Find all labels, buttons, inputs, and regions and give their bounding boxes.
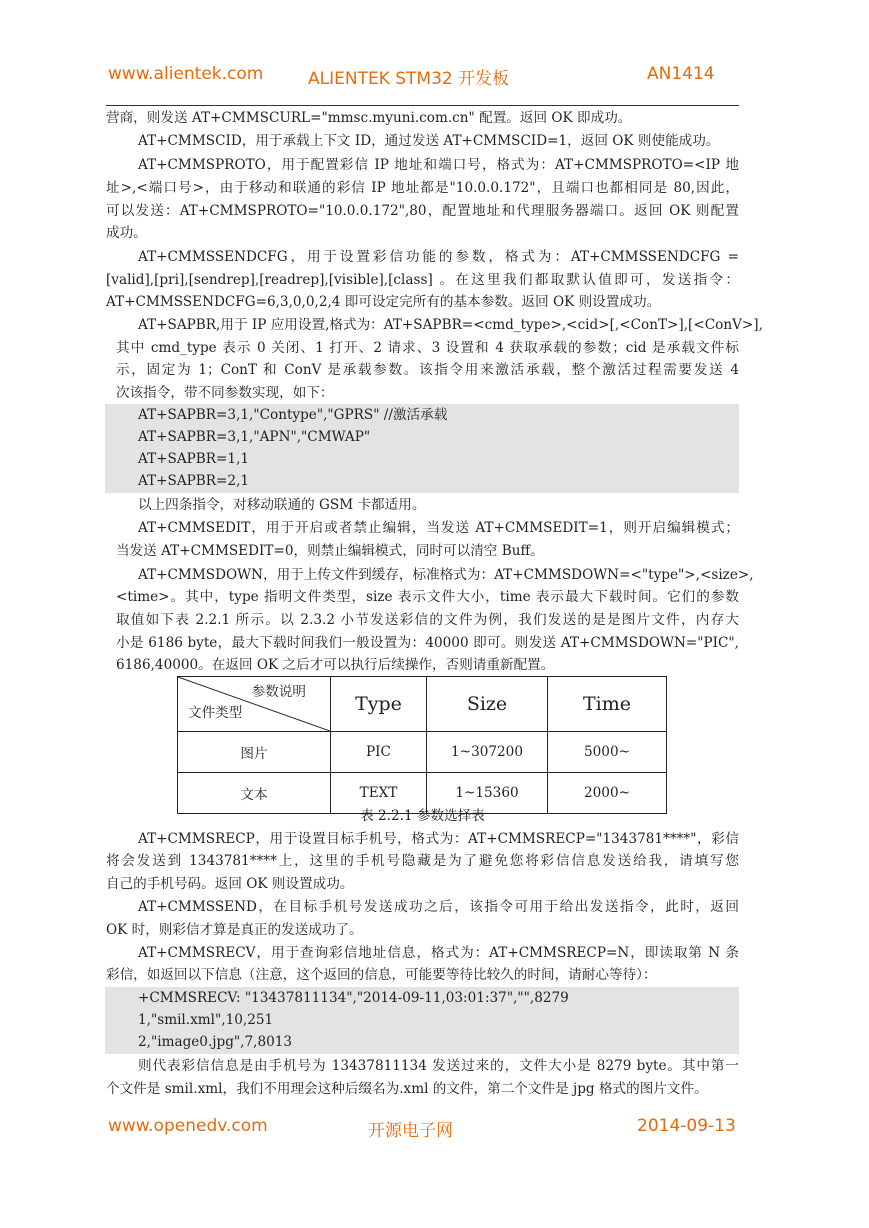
table-header-row — [178, 677, 667, 732]
table-header-cell: Type — [331, 677, 427, 732]
text-line: AT+CMMSRECP，用于设置目标手机号，格式为：AT+CMMSRECP="1343781****"，彩信 — [138, 831, 739, 847]
text-line: 示，固定为 1；ConT 和 ConV 是承载参数。该指令用来激活承载，整个激活过程需要发送 4 — [116, 362, 739, 378]
table-cell: 2000~ — [548, 773, 667, 814]
code-line: AT+SAPBR=3,1,"Contype","GPRS" //激活承载 — [138, 407, 448, 423]
table-header-cell: Size — [427, 677, 548, 732]
text-line: 小是 6186 byte，最大下载时间我们一般设置为：40000 即可。则发送 AT+CMMSDOWN="PIC", — [116, 635, 739, 651]
text-line: AT+CMMSDOWN，用于上传文件到缓存，标准格式为：AT+CMMSDOWN=<"type">,<size>, — [138, 567, 754, 583]
corner-bottom-label: 文件类型 — [188, 705, 243, 721]
table-corner-cell — [178, 677, 331, 732]
text-line: 当发送 AT+CMMSEDIT=0，则禁止编辑模式，同时可以清空 Buff。 — [116, 543, 544, 559]
text-line: 彩信，如返回以下信息（注意，这个返回的信息，可能要等待比较久的时间，请耐心等待）： — [106, 967, 657, 983]
text-line: 取值如下表 2.2.1 所示。以 2.3.2 小节发送彩信的文件为例，我们发送的是是图片文件，内存大 — [116, 612, 739, 628]
text-line: [valid],[pri],[sendrep],[readrep],[visible],[class] 。在这里我们都取默认值即可，发送指令： — [106, 272, 739, 288]
footer-name: 开源电子网 — [368, 1121, 453, 1141]
table-cell: TEXT — [331, 773, 427, 814]
code-line: 1,"smil.xml",10,251 — [138, 1012, 274, 1028]
footer-site: www.openedv.com — [108, 1116, 268, 1136]
header-rule — [106, 105, 739, 106]
text-line: 成功。 — [106, 225, 147, 241]
text-line: 址>,<端口号>，由于移动和联通的彩信 IP 地址都是"10.0.0.172"，且端口也都相同是 80,因此， — [106, 180, 739, 196]
text-line: 6186,40000。在返回 OK 之后才可以执行后续操作，否则请重新配置。 — [116, 657, 555, 673]
text-line: AT+CMMSPROTO，用于配置彩信 IP 地址和端口号，格式为：AT+CMMSPROTO=<IP 地 — [138, 157, 739, 173]
footer-date: 2014-09-13 — [637, 1116, 736, 1136]
text-line: 次该指令，带不同参数实现，如下： — [116, 385, 334, 401]
table-row — [178, 732, 667, 773]
header-site: www.alientek.com — [108, 64, 264, 84]
text-line: AT+CMMSEDIT，用于开启或者禁止编辑，当发送 AT+CMMSEDIT=1，则开启编辑模式； — [138, 520, 739, 536]
text-line: AT+CMMSCID，用于承载上下文 ID，通过发送 AT+CMMSCID=1，返回 OK 则使能成功。 — [138, 133, 720, 149]
text-line: AT+CMMSSENDCFG，用于设置彩信功能的参数，格式为：AT+CMMSSENDCFG = — [138, 249, 739, 265]
header-doc-id: AN1414 — [647, 64, 715, 84]
text-line: <time>。其中，type 指明文件类型，size 表示文件大小，time 表示最大下载时间。它们的参数 — [116, 589, 739, 605]
code-block — [105, 987, 739, 1054]
text-line: AT+CMMSRECV，用于查询彩信地址信息，格式为：AT+CMMSRECP=N，即读取第 N 条 — [138, 945, 739, 961]
text-line: AT+CMMSSEND，在目标手机号发送成功之后，该指令可用于给出发送指令，此时，返回 — [138, 899, 739, 915]
text-line: 其中 cmd_type 表示 0 关闭、1 打开、2 请求、3 设置和 4 获取承载的参数；cid 是承载文件标 — [116, 340, 739, 356]
corner-top-label: 参数说明 — [251, 684, 306, 700]
text-line: 则代表彩信信息是由手机号为 13437811134 发送过来的，文件大小是 8279 byte。其中第一 — [138, 1058, 739, 1074]
table-cell: 1~15360 — [427, 773, 548, 814]
code-block — [105, 404, 739, 493]
header-title: ALIENTEK STM32 开发板 — [308, 69, 510, 89]
table-header-cell: Time — [548, 677, 667, 732]
text-line: AT+CMMSSENDCFG=6,3,0,0,2,4 即可设定完所有的基本参数。返回 OK 则设置成功。 — [106, 294, 661, 310]
code-line: +CMMSRECV: "13437811134","2014-09-11,03:01:37","",8279 — [138, 990, 569, 1006]
table-caption: 表 2.2.1 参数选择表 — [360, 808, 485, 824]
text-line: OK 时，则彩信才算是真正的发送成功了。 — [106, 922, 363, 938]
table-cell: 5000~ — [548, 732, 667, 773]
table-cell: 1~307200 — [427, 732, 548, 773]
text-line: 自己的手机号码。返回 OK 则设置成功。 — [106, 876, 354, 892]
table-cell: 文本 — [178, 773, 331, 814]
text-line: 以上四条指令，对移动联通的 GSM 卡都适用。 — [138, 497, 426, 513]
text-line: 个文件是 smil.xml，我们不用理会这种后缀名为.xml 的文件，第二个文件是 jpg 格式的图片文件。 — [106, 1081, 708, 1097]
table-cell: 图片 — [178, 732, 331, 773]
text-line: AT+SAPBR,用于 IP 应用设置,格式为：AT+SAPBR=<cmd_type>,<cid>[,<ConT>],[<ConV>], — [138, 317, 763, 333]
code-line: AT+SAPBR=3,1,"APN","CMWAP" — [138, 429, 371, 445]
code-line: AT+SAPBR=1,1 — [138, 451, 250, 467]
parameter-table — [177, 676, 667, 814]
table-cell: PIC — [331, 732, 427, 773]
code-line: 2,"image0.jpg",7,8013 — [138, 1034, 293, 1050]
text-line: 将会发送到 1343781****上，这里的手机号隐藏是为了避免您将彩信信息发送给我，请填写您 — [106, 853, 739, 869]
text-line: 可以发送：AT+CMMSPROTO="10.0.0.172",80，配置地址和代理服务器端口。返回 OK 则配置 — [106, 203, 739, 219]
code-line: AT+SAPBR=2,1 — [138, 473, 250, 489]
text-line: 营商，则发送 AT+CMMSCURL="mmsc.myuni.com.cn" 配置。返回 OK 即成功。 — [106, 110, 632, 126]
